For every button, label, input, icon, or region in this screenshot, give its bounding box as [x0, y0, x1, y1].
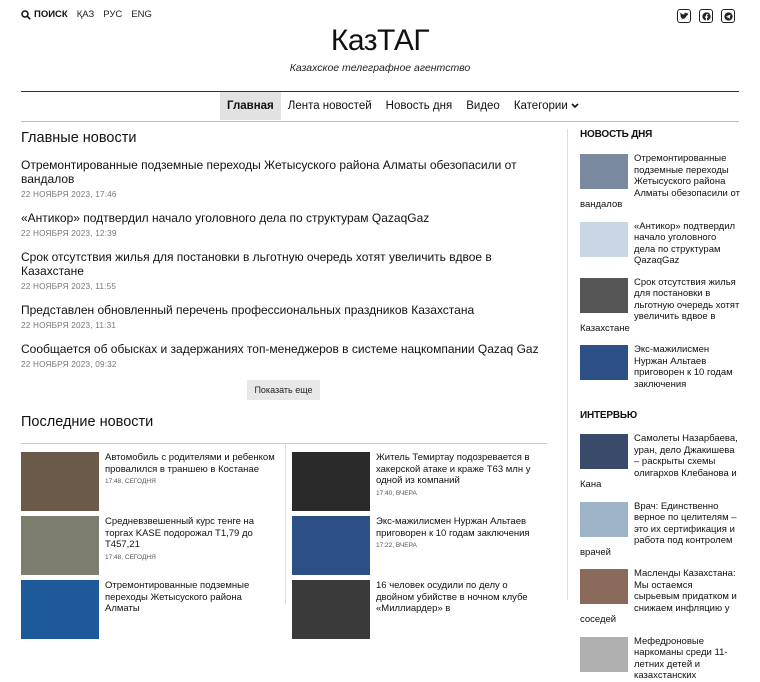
- card-title[interactable]: Автомобиль с родителями и ребенком провалился в траншею в Костанае: [105, 452, 275, 475]
- sidebar-item-image[interactable]: [580, 222, 628, 257]
- top-bar: [21, 9, 152, 20]
- sidebar-item-title[interactable]: «Антикор» подтвердил начало уголовного дела по структурам QazaqGaz: [634, 220, 736, 266]
- nav-news-feed[interactable]: Лента новостей: [287, 99, 372, 112]
- nav-bottom-divider: [21, 121, 739, 122]
- latest-column-divider: [285, 444, 286, 604]
- news-item[interactable]: [21, 303, 549, 330]
- sidebar-item-image[interactable]: [580, 637, 628, 672]
- news-title[interactable]: «Антикор» подтвердил начало уголовного дела по структурам QazaqGaz: [21, 211, 430, 225]
- news-date: 22 НОЯБРЯ 2023, 11:55: [21, 282, 117, 291]
- sidebar: [580, 129, 740, 682]
- news-title[interactable]: Срок отсутствия жилья для постановки в льготную очередь хотят увеличить вдвое в Казахстане: [21, 250, 492, 278]
- nav-news-of-day[interactable]: Новость дня: [385, 99, 453, 112]
- card-title[interactable]: Средневзвешенный курс тенге на торгах KASE подорожал Т1,79 до Т457,21: [105, 516, 255, 550]
- sidebar-item-title[interactable]: Отремонтированные подземные переходы Жетысуского района Алматы обезопасили от вандалов: [580, 153, 740, 210]
- search-link[interactable]: [21, 9, 68, 20]
- card-title[interactable]: Отремонтированные подземные переходы Жетысуского района Алматы: [105, 580, 250, 614]
- news-title[interactable]: Представлен обновленный перечень профессиональных праздников Казахстана: [21, 303, 475, 317]
- sidebar-item[interactable]: [580, 277, 740, 335]
- news-item[interactable]: [21, 342, 549, 369]
- card-image[interactable]: [21, 580, 99, 639]
- sidebar-item[interactable]: [580, 636, 740, 682]
- news-of-day-title: НОВОСТЬ ДНЯ: [580, 129, 653, 140]
- sidebar-item-title[interactable]: Масленды Казахстана: Мы остаемся сырьевым придатком и снижаем инфляцию у соседей: [580, 568, 737, 625]
- facebook-icon[interactable]: [699, 9, 713, 23]
- latest-card[interactable]: [21, 452, 277, 511]
- sidebar-item-image[interactable]: [580, 502, 628, 537]
- sidebar-item-image[interactable]: [580, 434, 628, 469]
- lang-rus[interactable]: РУС: [103, 9, 123, 20]
- twitter-icon[interactable]: [677, 9, 691, 23]
- latest-card[interactable]: [21, 516, 277, 575]
- card-title[interactable]: 16 человек осудили по делу о двойном убийстве в ночном клубе «Миллиардер» в: [376, 580, 528, 614]
- card-date: 17:48, СЕГОДНЯ: [105, 553, 156, 561]
- card-title[interactable]: Экс-мажилисмен Нуржан Альтаев приговорен к 10 годам заключения: [376, 516, 530, 539]
- main-nav: [220, 92, 586, 120]
- show-more-button[interactable]: Показать еще: [247, 380, 320, 400]
- sidebar-item-title[interactable]: Мефедроновые наркоманы среди 11-летних детей и казахстанских: [634, 635, 728, 681]
- card-image[interactable]: [21, 452, 99, 511]
- search-icon: [21, 10, 31, 20]
- news-title[interactable]: Отремонтированные подземные переходы Жетысуского района Алматы обезопасили от вандалов: [21, 158, 517, 186]
- site-logo[interactable]: КазТАГ: [330, 24, 430, 57]
- card-date: 17:48, СЕГОДНЯ: [105, 478, 156, 485]
- nav-video[interactable]: Видео: [466, 99, 500, 112]
- latest-card[interactable]: [21, 580, 277, 639]
- sidebar-item[interactable]: [580, 153, 740, 211]
- sidebar-item-title[interactable]: Экс-мажилисмен Нуржан Альтаев приговорен к 10 годам заключения: [634, 344, 733, 390]
- news-date: 22 НОЯБРЯ 2023, 09:32: [21, 360, 117, 369]
- nav-categories[interactable]: [507, 92, 586, 120]
- card-image[interactable]: [292, 580, 370, 639]
- news-title[interactable]: Сообщается об обысках и задержаниях топ-менеджеров в системе нацкомпании Qazaq Gaz: [21, 342, 539, 356]
- search-label: ПОИСК: [34, 9, 68, 20]
- news-item[interactable]: [21, 211, 549, 238]
- lang-eng[interactable]: ENG: [131, 9, 152, 20]
- sidebar-item-image[interactable]: [580, 278, 628, 313]
- main-news-section: [21, 130, 549, 369]
- latest-card[interactable]: [292, 580, 548, 639]
- sidebar-item[interactable]: [580, 433, 740, 491]
- lang-kaz[interactable]: ҚАЗ: [76, 9, 95, 20]
- main-news-title: Главные новости: [21, 130, 137, 146]
- nav-home[interactable]: Главная: [220, 92, 281, 120]
- sidebar-item[interactable]: [580, 568, 740, 626]
- card-title[interactable]: Житель Темиртау подозревается в хакерской атаке и краже Т63 млн у одной из компаний: [376, 452, 531, 486]
- latest-card[interactable]: [292, 452, 548, 511]
- card-image[interactable]: [292, 452, 370, 511]
- social-links: [677, 9, 735, 23]
- nav-categories-label: Категории: [513, 99, 568, 112]
- sidebar-item[interactable]: [580, 501, 740, 559]
- card-image[interactable]: [21, 516, 99, 575]
- sidebar-item-title[interactable]: Врач: Единственно верное по целителям – это их сертификация и работа под контролем врачей: [580, 500, 737, 558]
- card-date: 17:22, ВЧЕРА: [376, 542, 417, 549]
- card-date: 17:40, ВЧЕРА: [376, 489, 417, 497]
- interview-title: ИНТЕРВЬЮ: [580, 410, 637, 421]
- sidebar-item-image[interactable]: [580, 569, 628, 604]
- news-item[interactable]: [21, 250, 549, 291]
- sidebar-item-title[interactable]: Срок отсутствия жилья для постановки в льготную очередь хотят увеличить вдвое в Казахстане: [580, 276, 740, 334]
- news-date: 22 НОЯБРЯ 2023, 17:46: [21, 190, 117, 199]
- latest-card[interactable]: [292, 516, 548, 575]
- news-date: 22 НОЯБРЯ 2023, 11:31: [21, 321, 117, 330]
- news-date: 22 НОЯБРЯ 2023, 12:39: [21, 229, 117, 238]
- latest-news-title: Последние новости: [21, 414, 154, 430]
- card-image[interactable]: [292, 516, 370, 575]
- telegram-icon[interactable]: [721, 9, 735, 23]
- site-tagline: Казахское телеграфное агентство: [289, 62, 471, 74]
- chevron-down-icon: [571, 103, 579, 109]
- sidebar-item-image[interactable]: [580, 345, 628, 380]
- sidebar-divider: [567, 129, 568, 600]
- sidebar-item[interactable]: [580, 344, 740, 390]
- news-item[interactable]: [21, 158, 549, 199]
- latest-divider: [21, 443, 547, 444]
- sidebar-item-image[interactable]: [580, 154, 628, 189]
- sidebar-item[interactable]: [580, 221, 740, 267]
- sidebar-item-title[interactable]: Самолеты Назарбаева, уран, дело Джакишева – раскрыты схемы олигархов Клебанова и Кана: [580, 433, 738, 490]
